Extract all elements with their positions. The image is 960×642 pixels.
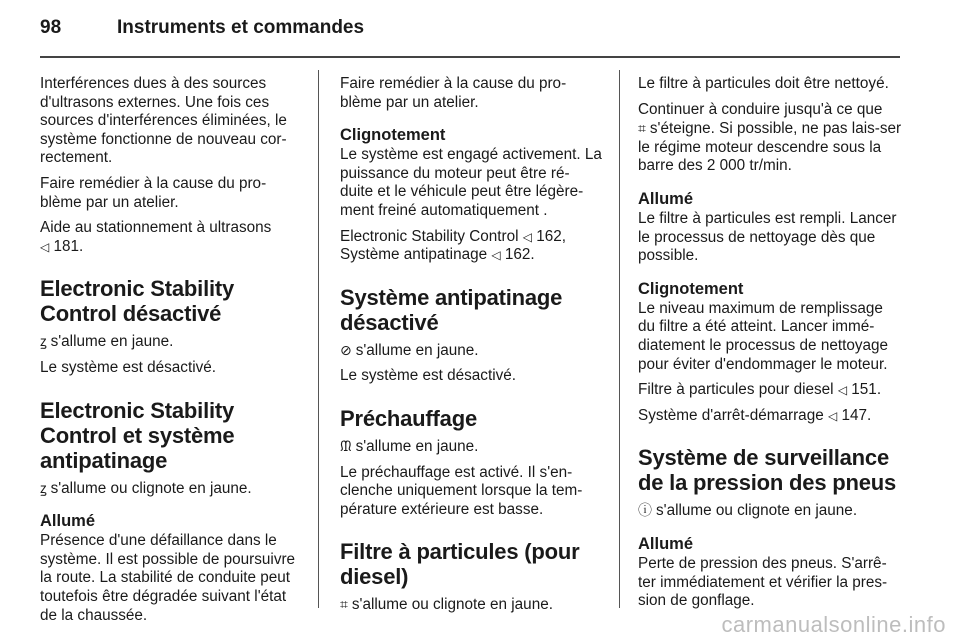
paragraph: Le filtre à particules doit être nettoyé. xyxy=(638,75,889,92)
indicator-text: s'allume ou clignote en jaune. xyxy=(656,502,858,520)
dpf-icon: ⌗ xyxy=(638,120,646,137)
reference-text: Système d'arrêt-démarrage xyxy=(638,406,824,424)
reference-page: 162. xyxy=(504,246,535,264)
traction-off-icon: ⊘ xyxy=(340,341,352,358)
tire-pressure-icon: ⓘ xyxy=(638,502,652,519)
reference-page: 162, xyxy=(536,227,567,245)
esc-icon: ꙁ xyxy=(40,479,47,496)
column-divider-2 xyxy=(619,70,620,608)
paragraph: Le système est engagé activement. La puissance du moteur peut être ré-duite et le véhicule peut être légère-ment freiné automatiquement . xyxy=(340,146,602,219)
indicator-text: s'allume ou clignote en jaune. xyxy=(50,479,252,497)
header-rule xyxy=(40,56,900,58)
column-divider-1 xyxy=(318,70,319,608)
indicator-text: s'allume ou clignote en jaune. xyxy=(351,596,553,614)
subheading-allume: Allumé xyxy=(638,189,694,208)
indicator-line xyxy=(340,437,602,457)
dpf-icon: ⌗ xyxy=(340,596,348,613)
indicator-text: s'allume en jaune. xyxy=(355,437,479,455)
subheading-clignotement: Clignotement xyxy=(340,126,446,145)
paragraph: Perte de pression des pneus. S'arrê-ter immédiatement et vérifier la pres-sion de gonflage. xyxy=(638,554,888,610)
page-ref-icon: ◁ xyxy=(491,248,501,263)
subheading-allume: Allumé xyxy=(638,534,694,553)
watermark: carmanualsonline.info xyxy=(721,612,946,637)
indicator-line xyxy=(340,341,602,361)
paragraph: Faire remédier à la cause du pro-blème par un atelier. xyxy=(340,75,567,111)
cross-reference xyxy=(40,219,302,256)
page-ref-icon: ◁ xyxy=(522,229,533,244)
paragraph: Faire remédier à la cause du pro-blème par un atelier. xyxy=(40,174,267,211)
indicator-text: s'allume en jaune. xyxy=(50,333,174,351)
reference-page: 147. xyxy=(841,406,872,424)
indicator-line xyxy=(638,501,902,521)
paragraph: Le niveau maximum de remplissage du filtre a été atteint. Lancer immé-diatement le processus de nettoyage pour éviter d'endommager le moteur. xyxy=(638,299,889,373)
column-1 xyxy=(40,75,302,632)
indicator-text: s'allume en jaune. xyxy=(355,341,479,359)
paragraph: Le filtre à particules est rempli. Lancer le processus de nettoyage dès que possible. xyxy=(638,209,897,265)
reference-page: 151. xyxy=(851,381,882,399)
reference-text: Système antipatinage xyxy=(340,246,488,264)
subheading-allume: Allumé xyxy=(40,512,96,531)
page-ref-icon: ◁ xyxy=(827,408,838,423)
paragraph: Le système est désactivé. xyxy=(40,358,216,376)
paragraph-text: s'éteigne. Si possible, ne pas lais-ser le régime moteur descendre sous la barre des 2 000 tr/min. xyxy=(638,120,902,175)
heading-prechauffage: Préchauffage xyxy=(340,405,477,431)
preheat-icon: ᙢ xyxy=(340,437,352,454)
indicator-line xyxy=(340,595,602,615)
page-title: Instruments et commandes xyxy=(117,17,365,38)
paragraph xyxy=(638,101,902,176)
heading-dpf: Filtre à particules (pour diesel) xyxy=(340,539,580,590)
paragraph: Le système est désactivé. xyxy=(340,367,516,385)
reference-text: Filtre à particules pour diesel xyxy=(638,381,834,399)
column-2 xyxy=(340,75,602,622)
heading-traction-off: Système antipatinage désactivé xyxy=(340,284,563,335)
esc-off-icon: ꙁ xyxy=(40,333,47,350)
reference-text: Aide au stationnement à ultrasons xyxy=(40,219,272,237)
paragraph: Interférences dues à des sources d'ultrasons externes. Une fois ces sources d'interférences éliminées, le système fonctionne de nouveau cor-rectement. xyxy=(40,75,287,167)
paragraph: Le préchauffage est activé. Il s'en-clenche uniquement lorsque la tem-pérature extérieure est basse. xyxy=(340,463,583,518)
reference-page: 181. xyxy=(53,237,84,255)
heading-tpms: Système de surveillance de la pression des pneus xyxy=(638,445,897,496)
column-3 xyxy=(638,75,902,618)
cross-reference xyxy=(340,228,602,265)
cross-reference xyxy=(638,381,902,400)
page-number: 98 xyxy=(40,17,62,38)
page-ref-icon: ◁ xyxy=(837,383,848,398)
heading-esc-traction: Electronic Stability Control et système antipatinage xyxy=(40,397,235,473)
cross-reference xyxy=(638,407,902,426)
indicator-line xyxy=(40,332,302,352)
subheading-clignotement: Clignotement xyxy=(638,279,744,298)
reference-text: Electronic Stability Control xyxy=(340,227,519,245)
page-ref-icon: ◁ xyxy=(40,239,50,254)
paragraph: Présence d'une défaillance dans le système. Il est possible de poursuivre la route. La stabilité de conduite peut toutefois être dégradée suivant l'état de la chaussée. xyxy=(40,532,296,624)
paragraph-text: Continuer à conduire jusqu'à ce que xyxy=(638,100,883,118)
heading-esc-off: Electronic Stability Control désactivé xyxy=(40,276,235,327)
indicator-line xyxy=(40,479,302,499)
